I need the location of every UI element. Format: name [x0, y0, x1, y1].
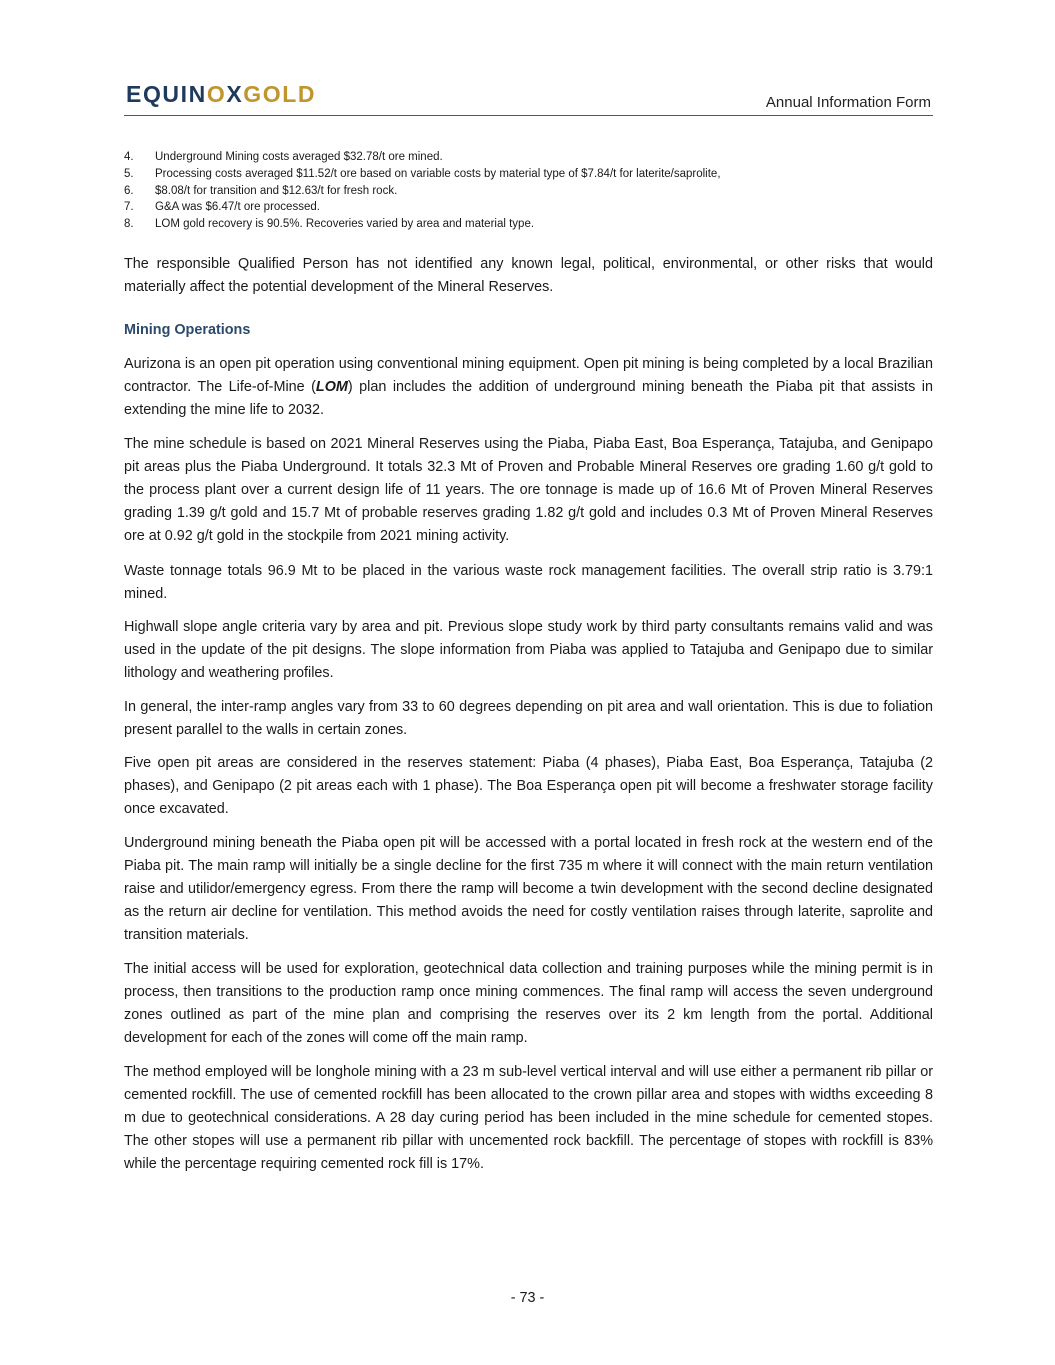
header-title: Annual Information Form	[765, 94, 931, 111]
logo-text-x: X	[226, 81, 244, 107]
footnote-item: 5. Processing costs averaged $11.52/t ore based on variable costs by material type of $7.84/t for laterite/saprolite,	[124, 167, 721, 180]
risk-paragraph: The responsible Qualified Person has not identified any known legal, political, environmental, or other risks that would materially affect the potential development of the Mineral Reserves.	[124, 256, 933, 295]
logo-text-o: O	[206, 81, 227, 107]
logo-text-gold: GOLD	[243, 81, 317, 107]
equinox-gold-logo	[126, 81, 316, 107]
paragraph-mine-schedule: The mine schedule is based on 2021 Mineral Reserves using the Piaba, Piaba East, Boa Esperança, Tatajuba, and Genipapo pit areas plus the Piaba Underground. It totals 32.3 Mt of Proven and Probable Mineral Reserves ore grading 1.60 g/t gold to the process plant over a current design life of 11 years. The ore tonnage is made up of 16.6 Mt of Proven Mineral Reserves grading 1.39 g/t gold and 15.7 Mt of probable reserves grading 1.82 g/t gold and includes 0.3 Mt of Proven Mineral Reserves ore at 0.92 g/t gold in the stockpile from 2021 mining activity.	[124, 436, 933, 544]
footnote-item: 4. Underground Mining costs averaged $32.78/t ore mined.	[124, 151, 443, 163]
header-divider	[124, 115, 933, 116]
paragraph-waste-tonnage: Waste tonnage totals 96.9 Mt to be placed in the various waste rock management facilities. The overall strip ratio is 3.79:1 mined.	[124, 563, 933, 602]
page-number: - 73 -	[510, 1290, 545, 1306]
paragraph-aurizona-overview: Aurizona is an open pit operation using conventional mining equipment. Open pit mining is being completed by a local Brazilian contractor. The Life-of-Mine (LOM) plan includes the addition of underground mining beneath the Piaba pit that assists in extending the mine life to 2032.	[124, 356, 933, 418]
section-heading-mining-operations: Mining Operations	[124, 322, 251, 338]
logo-text-equin: EQUIN	[126, 81, 207, 107]
paragraph-mining-method: The method employed will be longhole mining with a 23 m sub-level vertical interval and will use either a permanent rib pillar or cemented rockfill. The use of cemented rockfill has been allocated to the crown pillar area and stopes with widths exceeding 8 m due to geotechnical considerations. A 28 day curing period has been included in the mine schedule for cemented stopes. The other stopes will use a permanent rib pillar with uncemented rock backfill. The percentage of stopes with rockfill is 83% while the percentage requiring cemented rock fill is 17%.	[124, 1064, 933, 1172]
footnote-item: 6. $8.08/t for transition and $12.63/t for fresh rock.	[124, 184, 398, 197]
footnote-list	[124, 149, 933, 233]
paragraph-inter-ramp-angles: In general, the inter-ramp angles vary from 33 to 60 degrees depending on pit area and wall orientation. This is due to foliation present parallel to the walls in certain zones.	[124, 699, 933, 738]
footnote-item: 7. G&A was $6.47/t ore processed.	[124, 201, 320, 214]
paragraph-initial-access: The initial access will be used for exploration, geotechnical data collection and training purposes while the mining permit is in process, then transitions to the production ramp once mining commences. The final ramp will access the seven underground zones outlined as part of the mine plan and comprising the reserves over its 2 km length from the portal. Additional development for each of the zones will come off the main ramp.	[124, 961, 933, 1046]
paragraph-highwall-slope: Highwall slope angle criteria vary by area and pit. Previous slope study work by third party consultants remains valid and was used in the update of the pit designs. The slope information from Piaba was applied to Tatajuba and Genipapo due to similar lithology and weathering profiles.	[124, 619, 933, 681]
lom-abbreviation: LOM	[315, 379, 348, 395]
paragraph-open-pit-areas: Five open pit areas are considered in the reserves statement: Piaba (4 phases), Piaba East, Boa Esperança, Tatajuba (2 phases), and Genipapo (2 pit areas each with 1 phase). The Boa Esperança open pit will become a freshwater storage facility once excavated.	[124, 755, 933, 817]
paragraph-underground-access: Underground mining beneath the Piaba open pit will be accessed with a portal located in fresh rock at the western end of the Piaba pit. The main ramp will initially be a single decline for the first 735 m where it will connect with the main return ventilation raise and utilidor/emergency egress. From there the ramp will become a twin development with the second decline designated as the return air decline for ventilation. This method avoids the need for costly ventilation raises through laterite, saprolite and transition materials.	[124, 835, 933, 943]
footnote-item: 8. LOM gold recovery is 90.5%. Recoveries varied by area and material type.	[124, 218, 535, 231]
